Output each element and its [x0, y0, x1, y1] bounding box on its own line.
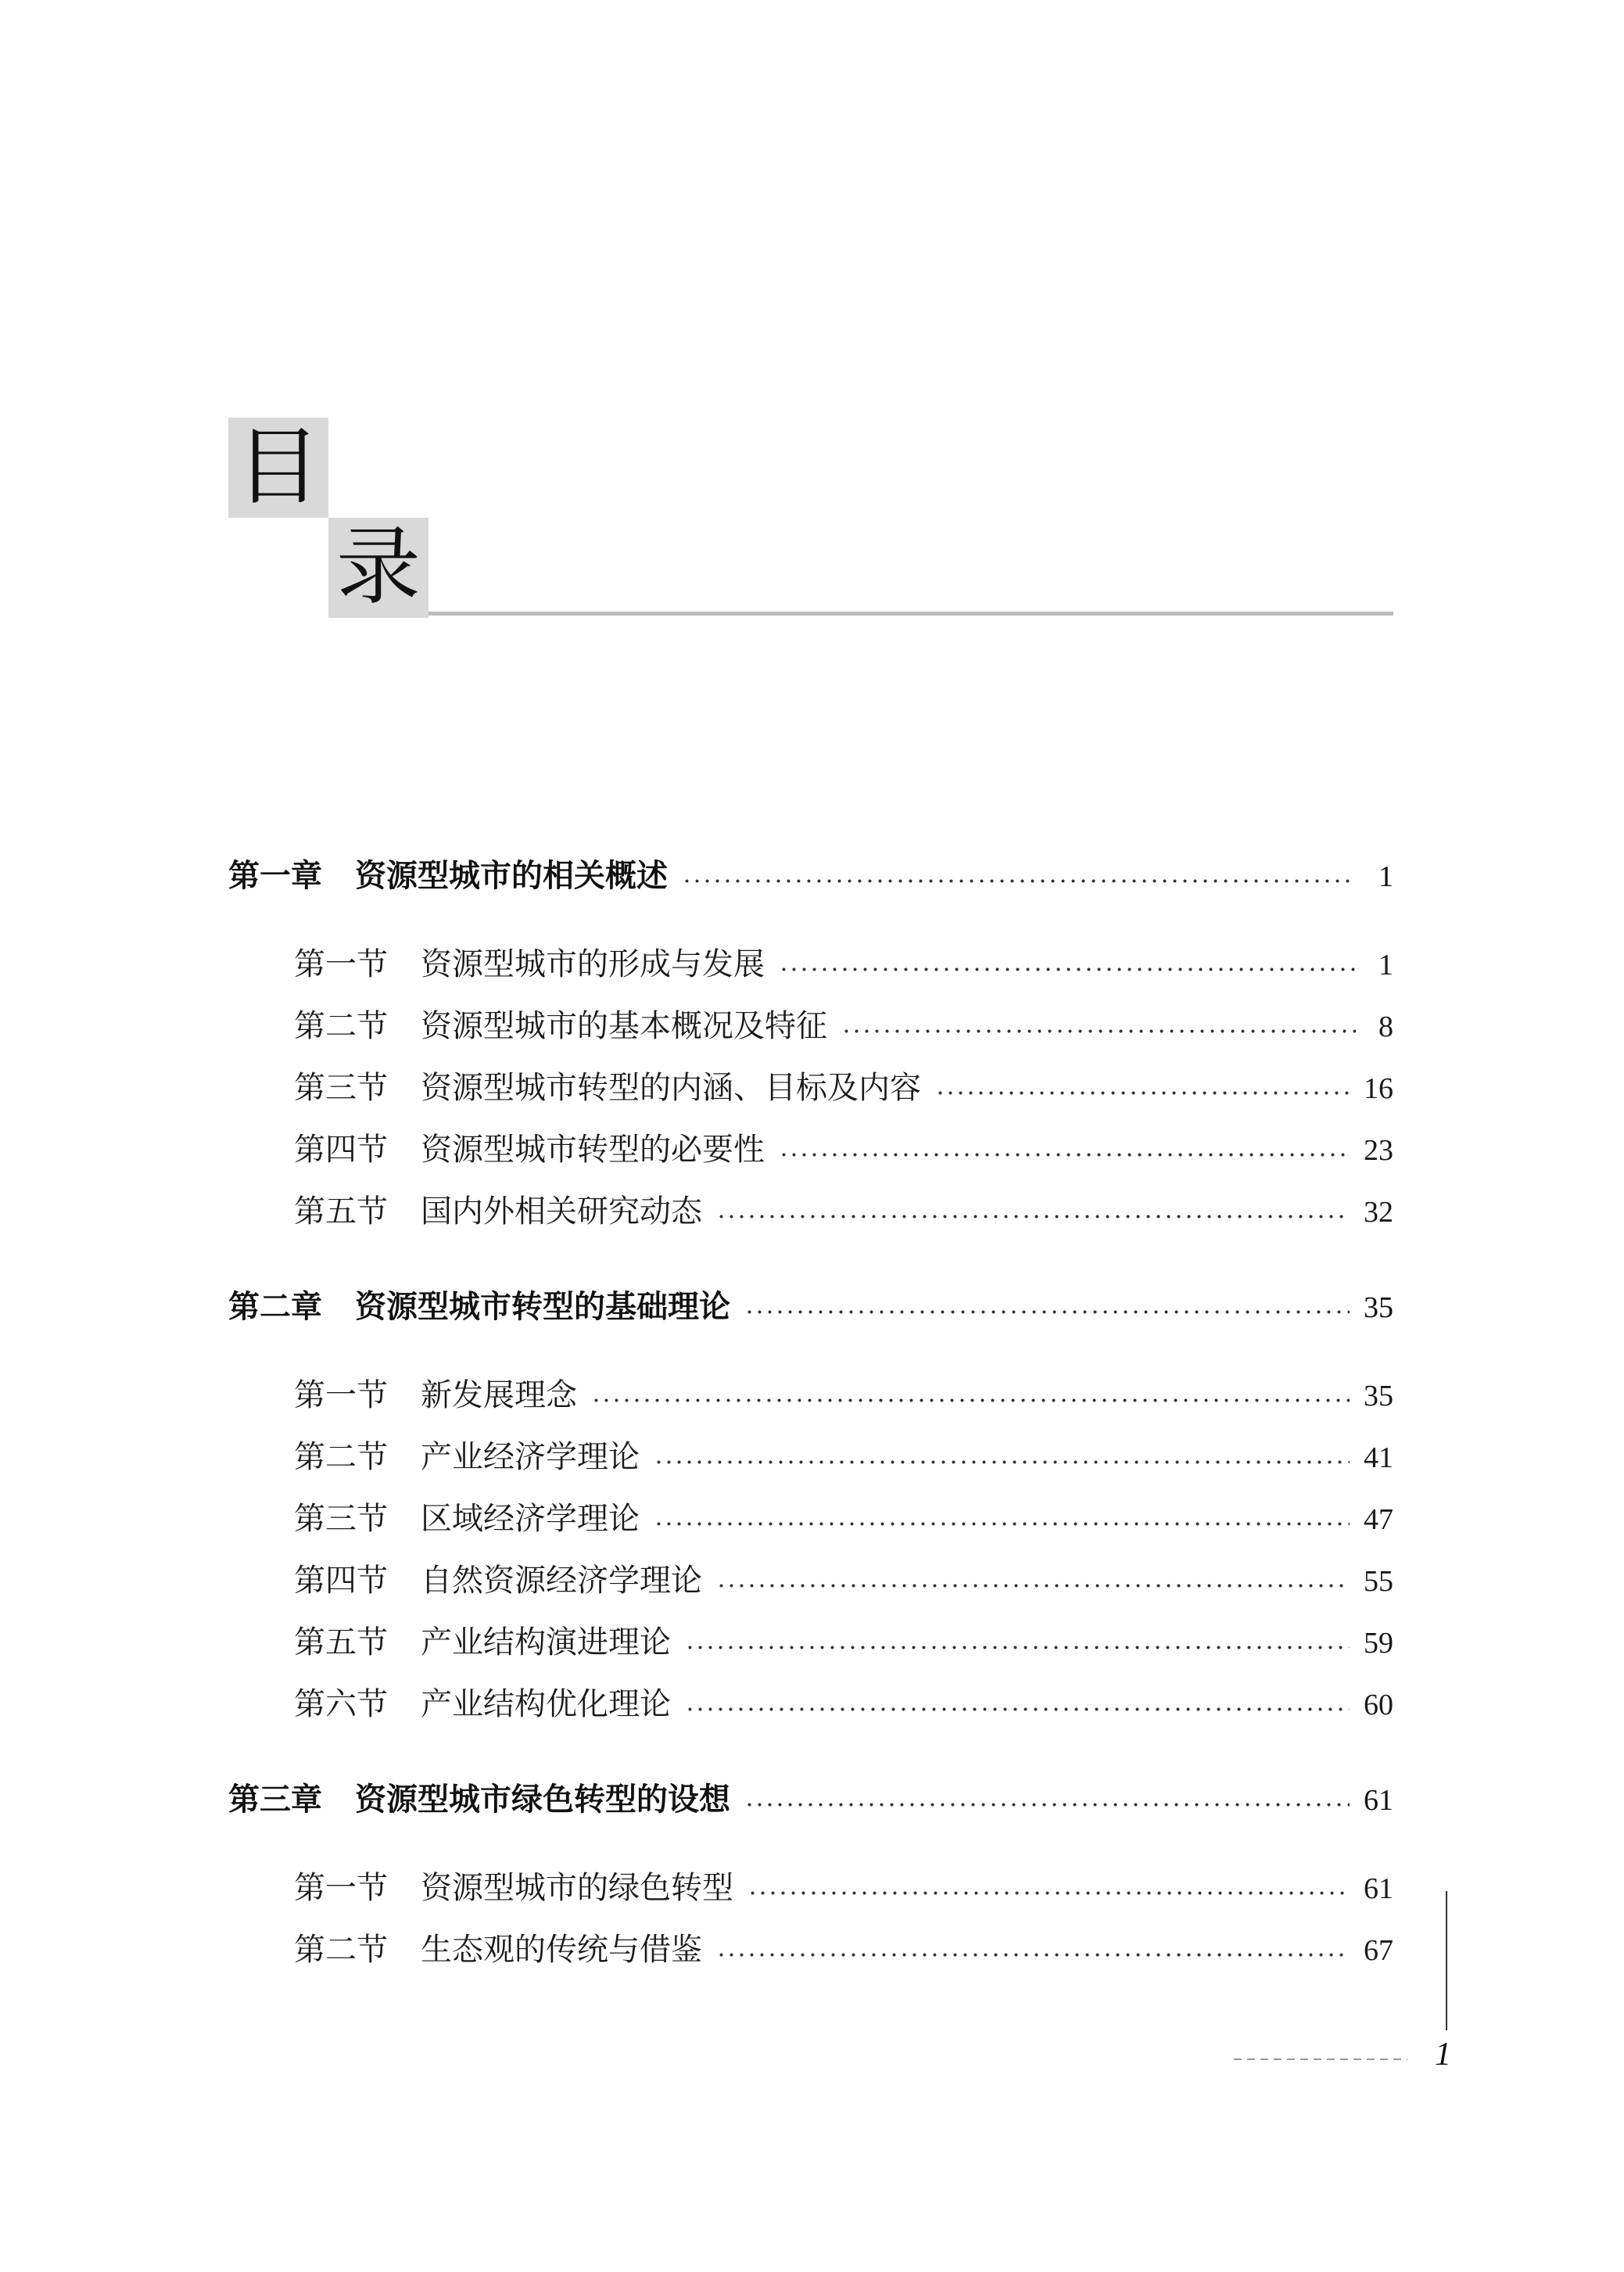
section-title: 区域经济学理论	[421, 1501, 640, 1537]
page-number: 35	[1364, 1380, 1393, 1412]
dot-leader	[685, 1646, 1350, 1649]
section-number: 第六节	[294, 1686, 388, 1722]
toc-section[interactable]	[228, 1427, 1393, 1488]
section-number: 第三节	[294, 1501, 388, 1537]
toc-section[interactable]	[228, 1857, 1393, 1919]
dot-leader	[591, 1398, 1350, 1402]
dot-leader	[685, 1707, 1350, 1711]
section-number: 第三节	[294, 1070, 388, 1106]
toc-section[interactable]	[228, 1612, 1393, 1674]
section-number: 第一节	[294, 1870, 388, 1906]
dot-leader	[654, 1522, 1350, 1526]
section-number: 第二节	[294, 1008, 388, 1044]
toc-chapter-2[interactable]	[228, 1276, 1393, 1338]
page-number: 16	[1364, 1072, 1393, 1105]
dot-leader	[716, 1215, 1350, 1219]
section-number: 第二节	[294, 1439, 388, 1475]
page-number: 8	[1378, 1010, 1393, 1043]
page-number: 61	[1364, 1872, 1393, 1905]
dot-leader	[744, 1803, 1350, 1807]
dot-leader	[716, 1584, 1350, 1588]
footer-dashed-line	[1234, 2058, 1407, 2060]
section-title: 资源型城市的绿色转型	[421, 1870, 733, 1906]
dot-leader	[747, 1891, 1350, 1895]
section-title: 国内外相关研究动态	[421, 1193, 702, 1229]
section-title: 自然资源经济学理论	[421, 1563, 702, 1599]
section-title: 产业结构优化理论	[421, 1686, 671, 1722]
page-number: 1	[1378, 860, 1393, 893]
dot-leader	[654, 1460, 1350, 1464]
chapter-title: 资源型城市绿色转型的设想	[355, 1782, 730, 1818]
toc-section[interactable]	[228, 1550, 1393, 1612]
page-number: 61	[1364, 1784, 1393, 1817]
toc-section[interactable]	[228, 1919, 1393, 1981]
section-number: 第一节	[294, 946, 388, 982]
chapter-number: 第三章	[228, 1782, 322, 1818]
section-title: 资源型城市的基本概况及特征	[421, 1008, 827, 1044]
chapter-title: 资源型城市的相关概述	[355, 858, 668, 894]
toc-section[interactable]	[228, 996, 1393, 1057]
page-number: 47	[1364, 1503, 1393, 1536]
toc-section[interactable]	[228, 1365, 1393, 1427]
footer-vertical-rule	[1446, 1891, 1447, 2030]
page-number: 55	[1364, 1565, 1393, 1598]
section-title: 产业经济学理论	[421, 1439, 640, 1475]
toc-section[interactable]	[228, 1488, 1393, 1550]
page-number: 35	[1364, 1291, 1393, 1324]
footer-page-number: 1	[1435, 2037, 1451, 2073]
toc-section[interactable]	[228, 1119, 1393, 1181]
toc-section[interactable]	[228, 1181, 1393, 1243]
section-number: 第四节	[294, 1132, 388, 1168]
chapter-number: 第二章	[228, 1289, 322, 1325]
section-title: 生态观的传统与借鉴	[421, 1932, 702, 1968]
toc-section[interactable]	[228, 934, 1393, 996]
page-number: 67	[1364, 1934, 1393, 1967]
dot-leader	[779, 1153, 1350, 1157]
section-number: 第二节	[294, 1932, 388, 1968]
dot-leader	[682, 879, 1356, 883]
chapter-number: 第一章	[228, 858, 322, 894]
dot-leader	[779, 967, 1356, 971]
toc-section[interactable]	[228, 1057, 1393, 1119]
section-number: 第一节	[294, 1377, 388, 1413]
section-title: 新发展理念	[421, 1377, 577, 1413]
chapter-title: 资源型城市转型的基础理论	[355, 1289, 730, 1325]
page-number: 59	[1364, 1627, 1393, 1660]
dot-leader	[935, 1091, 1350, 1095]
section-title: 资源型城市的形成与发展	[421, 946, 765, 982]
toc-chapter-3[interactable]	[228, 1768, 1393, 1831]
toc-chapter-1[interactable]	[228, 845, 1393, 907]
dot-leader	[841, 1029, 1356, 1033]
section-number: 第五节	[294, 1624, 388, 1660]
section-title: 资源型城市转型的必要性	[421, 1132, 765, 1168]
toc-section[interactable]	[228, 1674, 1393, 1735]
page-number: 41	[1364, 1441, 1393, 1474]
page-number: 1	[1378, 949, 1393, 982]
section-number: 第四节	[294, 1563, 388, 1599]
title-underline	[428, 612, 1393, 616]
title-char-mu: 目	[228, 418, 328, 518]
page-number: 60	[1364, 1689, 1393, 1721]
section-title: 资源型城市转型的内涵、目标及内容	[421, 1070, 921, 1106]
table-of-contents	[228, 845, 1393, 1981]
dot-leader	[716, 1953, 1350, 1957]
dot-leader	[744, 1310, 1350, 1314]
page-number: 32	[1364, 1196, 1393, 1229]
section-title: 产业结构演进理论	[421, 1624, 671, 1660]
section-number: 第五节	[294, 1193, 388, 1229]
title-char-lu: 录	[328, 518, 428, 618]
page-number: 23	[1364, 1134, 1393, 1167]
